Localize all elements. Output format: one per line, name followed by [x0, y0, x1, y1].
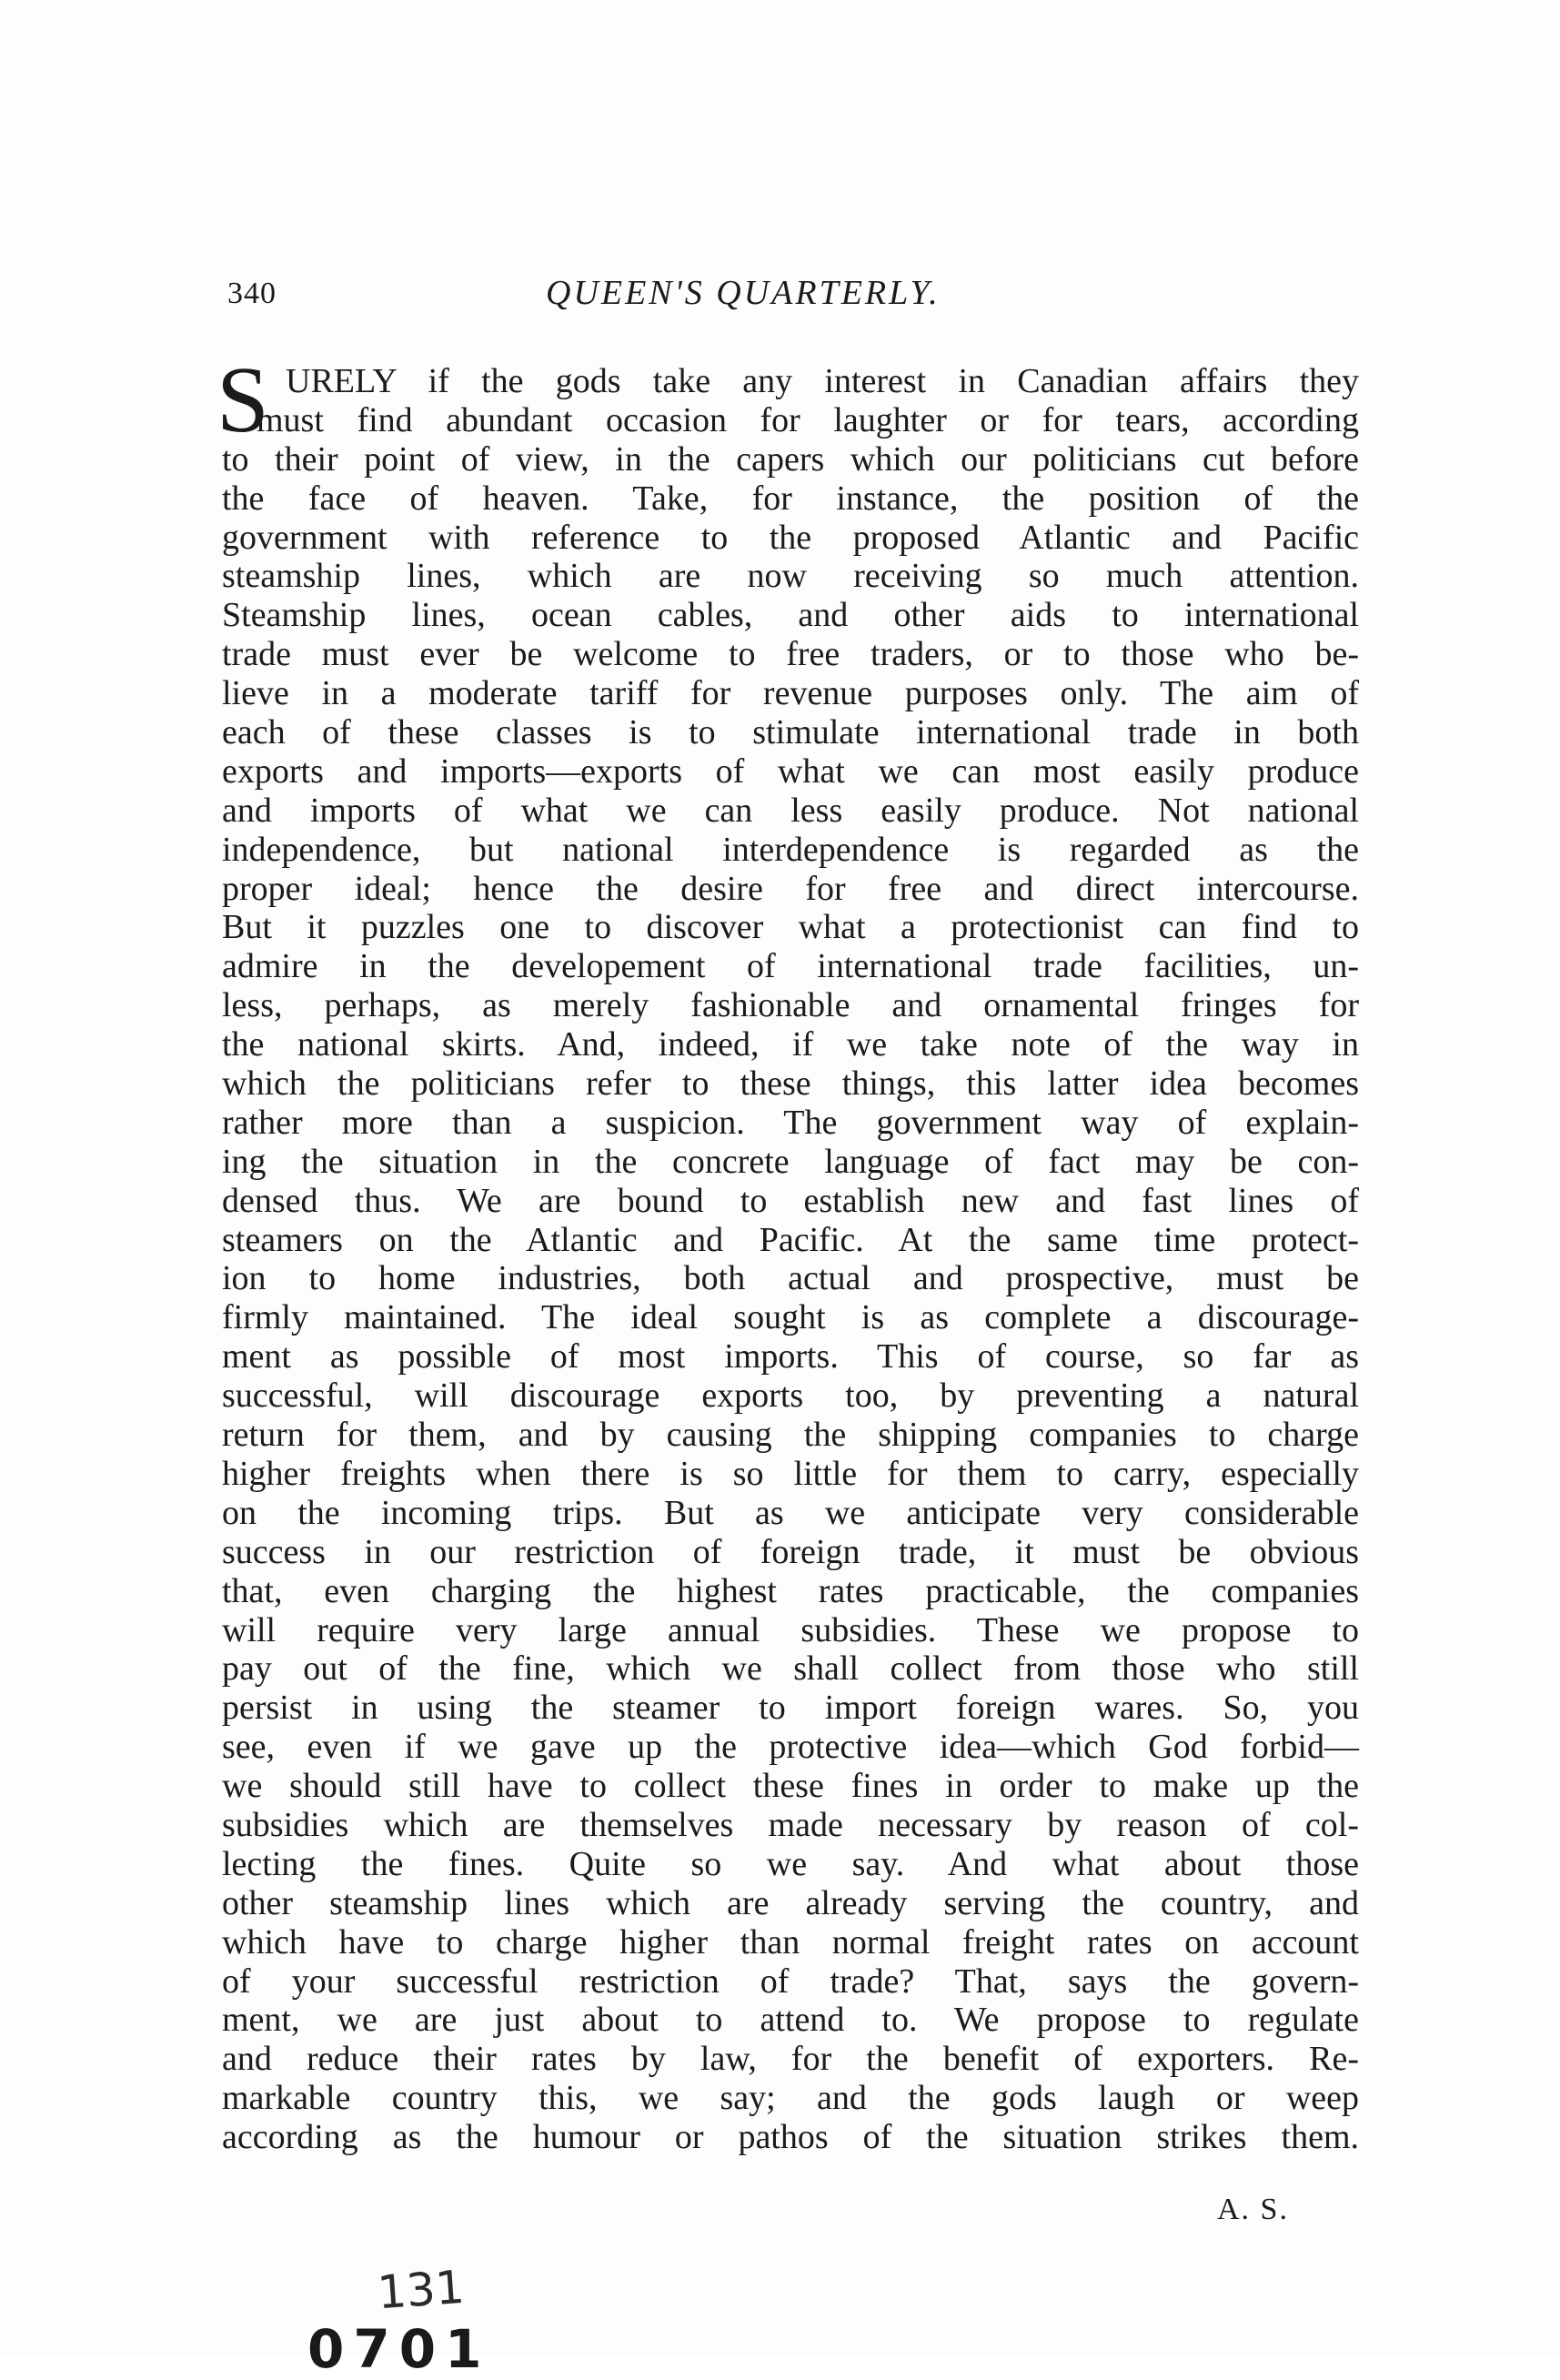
- text-line: success in our restriction of foreign trade, it must be obvious: [222, 1532, 1359, 1571]
- text-line: the national skirts. And, indeed, if we take note of the way in: [222, 1025, 1359, 1064]
- text-line: subsidies which are themselves made necessary by reason of col-: [222, 1805, 1359, 1844]
- text-line: the face of heaven. Take, for instance, the position of the: [222, 479, 1359, 518]
- text-line: to their point of view, in the capers which our politicians cut before: [222, 439, 1359, 479]
- text-line: government with reference to the proposed Atlantic and Pacific: [222, 518, 1359, 557]
- text-line: Steamship lines, ocean cables, and other aids to international: [222, 596, 1359, 635]
- text-line: we should still have to collect these fines in order to make up the: [222, 1767, 1359, 1806]
- handwritten-archive-mark: 131: [376, 2260, 467, 2320]
- text-line: lecting the fines. Quite so we say. And what about those: [222, 1844, 1359, 1883]
- text-line: will require very large annual subsidies. These we propose to: [222, 1610, 1359, 1649]
- running-head: [227, 273, 1351, 318]
- article-body: [216, 348, 1359, 2157]
- journal-title: QUEEN'S QUARTERLY.: [546, 274, 941, 312]
- text-line: ion to home industries, both actual and prospective, must be: [222, 1259, 1359, 1298]
- text-line: see, even if we gave up the protective idea—which God forbid—: [222, 1728, 1359, 1767]
- text-line: rather more than a suspicion. The government way of explain-: [222, 1103, 1359, 1142]
- page-number: 340: [227, 277, 277, 310]
- text-line: other steamship lines which are already serving the country, and: [222, 1883, 1359, 1922]
- archive-stamp-number: 0701: [307, 2318, 491, 2380]
- text-line: each of these classes is to stimulate international trade in both: [222, 713, 1359, 752]
- text-line: and reduce their rates by law, for the benefit of exporters. Re-: [222, 2040, 1359, 2079]
- text-line: proper ideal; hence the desire for free and direct intercourse.: [222, 869, 1359, 908]
- text-line: on the incoming trips. But as we anticipate very considerable: [222, 1493, 1359, 1532]
- text-line: densed thus. We are bound to establish new and fast lines of: [222, 1181, 1359, 1220]
- text-line: steamers on the Atlantic and Pacific. At the same time protect-: [222, 1220, 1359, 1259]
- author-signature: A. S.: [1217, 2193, 1289, 2226]
- text-line: steamship lines, which are now receiving so much attention.: [222, 557, 1359, 596]
- text-line: persist in using the steamer to import foreign wares. So, you: [222, 1689, 1359, 1728]
- text-line: pay out of the fine, which we shall collect from those who still: [222, 1649, 1359, 1689]
- text-line: which have to charge higher than normal freight rates on account: [222, 1922, 1359, 1961]
- text-line: lieve in a moderate tariff for revenue purposes only. The aim of: [222, 674, 1359, 713]
- text-line: independence, but national interdependence is regarded as the: [222, 830, 1359, 869]
- text-line: which the politicians refer to these things, this latter idea becomes: [222, 1064, 1359, 1104]
- text-line: successful, will discourage exports too, by preventing a natural: [222, 1377, 1359, 1416]
- text-line: ment, we are just about to attend to. We propose to regulate: [222, 2001, 1359, 2040]
- text-line: But it puzzles one to discover what a protectionist can find to: [222, 908, 1359, 947]
- article-lines: [222, 362, 1359, 2157]
- text-line: and imports of what we can less easily produce. Not national: [222, 791, 1359, 830]
- text-line: trade must ever be welcome to free traders, or to those who be-: [222, 635, 1359, 674]
- text-line: that, even charging the highest rates practicable, the companies: [222, 1571, 1359, 1610]
- text-line: according as the humour or pathos of the situation strikes them.: [222, 2118, 1359, 2157]
- drop-cap: S: [216, 348, 269, 452]
- text-line: admire in the developement of international trade facilities, un-: [222, 947, 1359, 986]
- text-line: markable country this, we say; and the gods laugh or weep: [222, 2079, 1359, 2118]
- text-line: higher freights when there is so little for them to carry, especially: [222, 1454, 1359, 1493]
- text-line: exports and imports—exports of what we can most easily produce: [222, 751, 1359, 791]
- text-line: less, perhaps, as merely fashionable and ornamental fringes for: [222, 986, 1359, 1025]
- text-line: of your successful restriction of trade? That, says the govern-: [222, 1961, 1359, 2001]
- text-line: ment as possible of most imports. This of course, so far as: [222, 1337, 1359, 1377]
- text-line: firmly maintained. The ideal sought is as complete a discourage-: [222, 1298, 1359, 1337]
- text-line: return for them, and by causing the shipping companies to charge: [222, 1416, 1359, 1455]
- text-line: URELY if the gods take any interest in Canadian affairs they: [286, 362, 1359, 400]
- text-line: must find abundant occasion for laughter or for tears, according: [257, 400, 1359, 439]
- text-line: ing the situation in the concrete language of fact may be con-: [222, 1142, 1359, 1181]
